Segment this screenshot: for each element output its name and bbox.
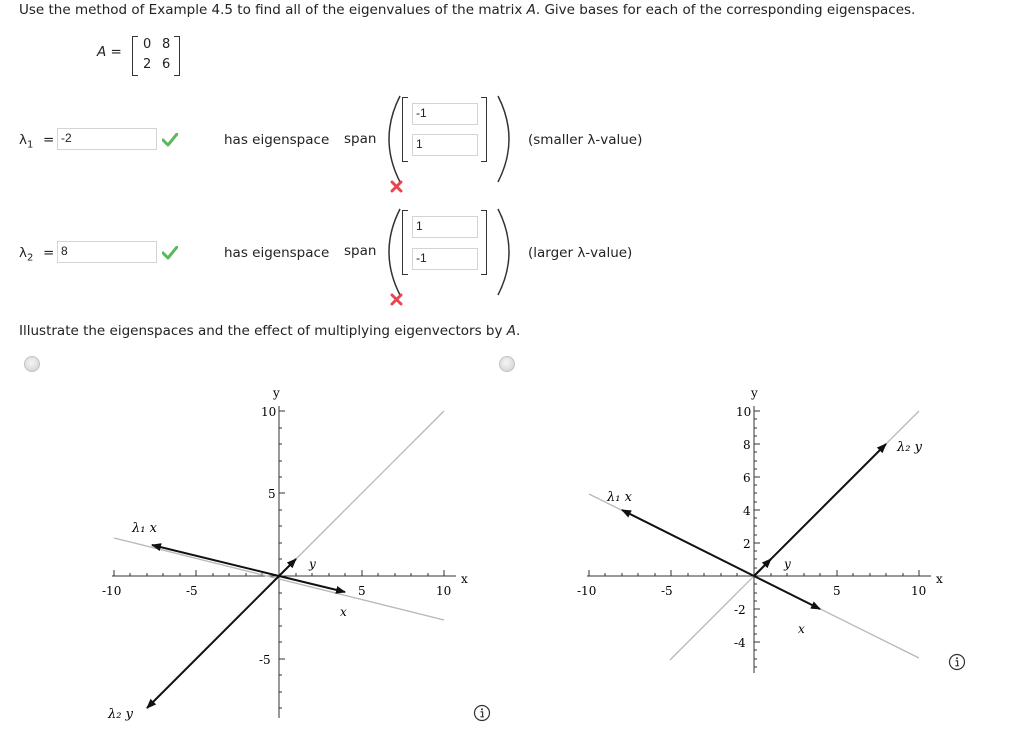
- info-icon[interactable]: [948, 653, 966, 671]
- lambda2-vector-entry-2[interactable]: -1: [412, 248, 478, 270]
- y-vector-label: y: [309, 557, 316, 571]
- y-tick-5: 5: [268, 487, 276, 501]
- x-tick-10: 10: [436, 584, 452, 598]
- matrix-cell-01: 8: [162, 37, 171, 52]
- y-tick-neg5: -5: [259, 653, 271, 667]
- x-axis-label: x: [461, 572, 468, 586]
- lambda2-vector-left-bracket: [402, 210, 408, 275]
- graph-option-2-radio[interactable]: [499, 356, 515, 372]
- lambda2-span: span: [344, 243, 377, 259]
- lambda2-y-label: λ₂ y: [897, 440, 922, 455]
- x-vector: [279, 576, 345, 592]
- lambda1-vector-entry-1[interactable]: -1: [412, 103, 478, 125]
- matrix-cell-00: 0: [143, 37, 152, 52]
- eigenspace-line-2: [279, 411, 444, 576]
- y-tick-10: 10: [261, 405, 277, 419]
- x-vector-label: x: [798, 622, 805, 636]
- y-axis-label: y: [273, 386, 280, 400]
- lambda1-x-vector: [622, 510, 754, 576]
- y-vector: [279, 559, 296, 576]
- y-tick-neg2: -2: [734, 603, 746, 617]
- graph-option-2: [555, 380, 975, 680]
- lambda1-x-vector: [152, 545, 279, 576]
- question-text: Use the method of Example 4.5 to find all of the eigenvalues of the matrix A. Give bases for each of the corresponding eigenspaces.: [19, 2, 916, 18]
- lambda1-open-paren: [374, 94, 404, 184]
- lambda2-vector-entry-1[interactable]: 1: [412, 216, 478, 238]
- lambda2-label: $\lambda_2$: [19, 245, 34, 264]
- lambda2-open-paren: [374, 207, 404, 297]
- y-vector-label: y: [784, 557, 791, 571]
- x-tick-5: 5: [833, 584, 841, 598]
- matrix-right-bracket: [174, 36, 180, 76]
- lambda1-vector-left-bracket: [402, 97, 408, 162]
- y-axis-label: y: [751, 386, 758, 400]
- x-tick-10: 10: [911, 584, 927, 598]
- info-icon[interactable]: [473, 704, 491, 722]
- lambda2-y-vector: [754, 444, 886, 576]
- lambda2-has-eigenspace: has eigenspace: [224, 245, 330, 261]
- lambda2-equals: =: [43, 245, 55, 261]
- y-tick-2: 2: [743, 537, 751, 551]
- y-tick-neg4: -4: [734, 636, 746, 650]
- check-icon: [162, 246, 178, 260]
- lambda1-vector-right-bracket: [481, 97, 487, 162]
- lambda2-vector-right-bracket: [481, 210, 487, 275]
- x-tick-neg5: -5: [186, 584, 198, 598]
- matrix-left-bracket: [132, 36, 138, 76]
- lambda1-label: $\lambda_1$: [19, 132, 34, 151]
- lambda1-input[interactable]: -2: [57, 128, 157, 150]
- lambda1-note: (smaller λ-value): [528, 132, 643, 148]
- x-vector: [754, 576, 820, 609]
- lambda1-x-label: λ₁ x: [607, 490, 632, 505]
- x-tick-neg5: -5: [661, 584, 673, 598]
- x-tick-neg10: -10: [577, 584, 597, 598]
- lambda2-note: (larger λ-value): [528, 245, 633, 261]
- x-vector-label: x: [340, 605, 347, 619]
- lambda2-y-vector: [147, 576, 279, 708]
- lambda1-close-paren: [494, 94, 524, 184]
- x-tick-5: 5: [358, 584, 366, 598]
- lambda1-equals: =: [43, 132, 55, 148]
- graph-option-1: [80, 380, 500, 725]
- matrix-cell-10: 2: [143, 57, 152, 72]
- y-tick-4: 4: [743, 504, 751, 518]
- y-tick-6: 6: [743, 471, 751, 485]
- graph-option-1-radio[interactable]: [24, 356, 40, 372]
- x-axis-label: x: [936, 572, 943, 586]
- matrix-label: A =: [97, 44, 122, 60]
- lambda2-close-paren: [494, 207, 524, 297]
- x-tick-neg10: -10: [102, 584, 122, 598]
- y-tick-8: 8: [743, 438, 751, 452]
- illustrate-text: Illustrate the eigenspaces and the effect of multiplying eigenvectors by A.: [19, 323, 521, 339]
- matrix-cell-11: 6: [162, 57, 171, 72]
- lambda1-x-label: λ₁ x: [132, 521, 157, 536]
- x-mark-icon: [390, 293, 403, 306]
- lambda1-has-eigenspace: has eigenspace: [224, 132, 330, 148]
- lambda2-y-label: λ₂ y: [108, 707, 133, 722]
- y-tick-10: 10: [736, 405, 752, 419]
- x-mark-icon: [390, 180, 403, 193]
- check-icon: [162, 133, 178, 147]
- lambda1-span: span: [344, 131, 377, 147]
- lambda1-vector-entry-2[interactable]: 1: [412, 134, 478, 156]
- lambda2-input[interactable]: 8: [57, 241, 157, 263]
